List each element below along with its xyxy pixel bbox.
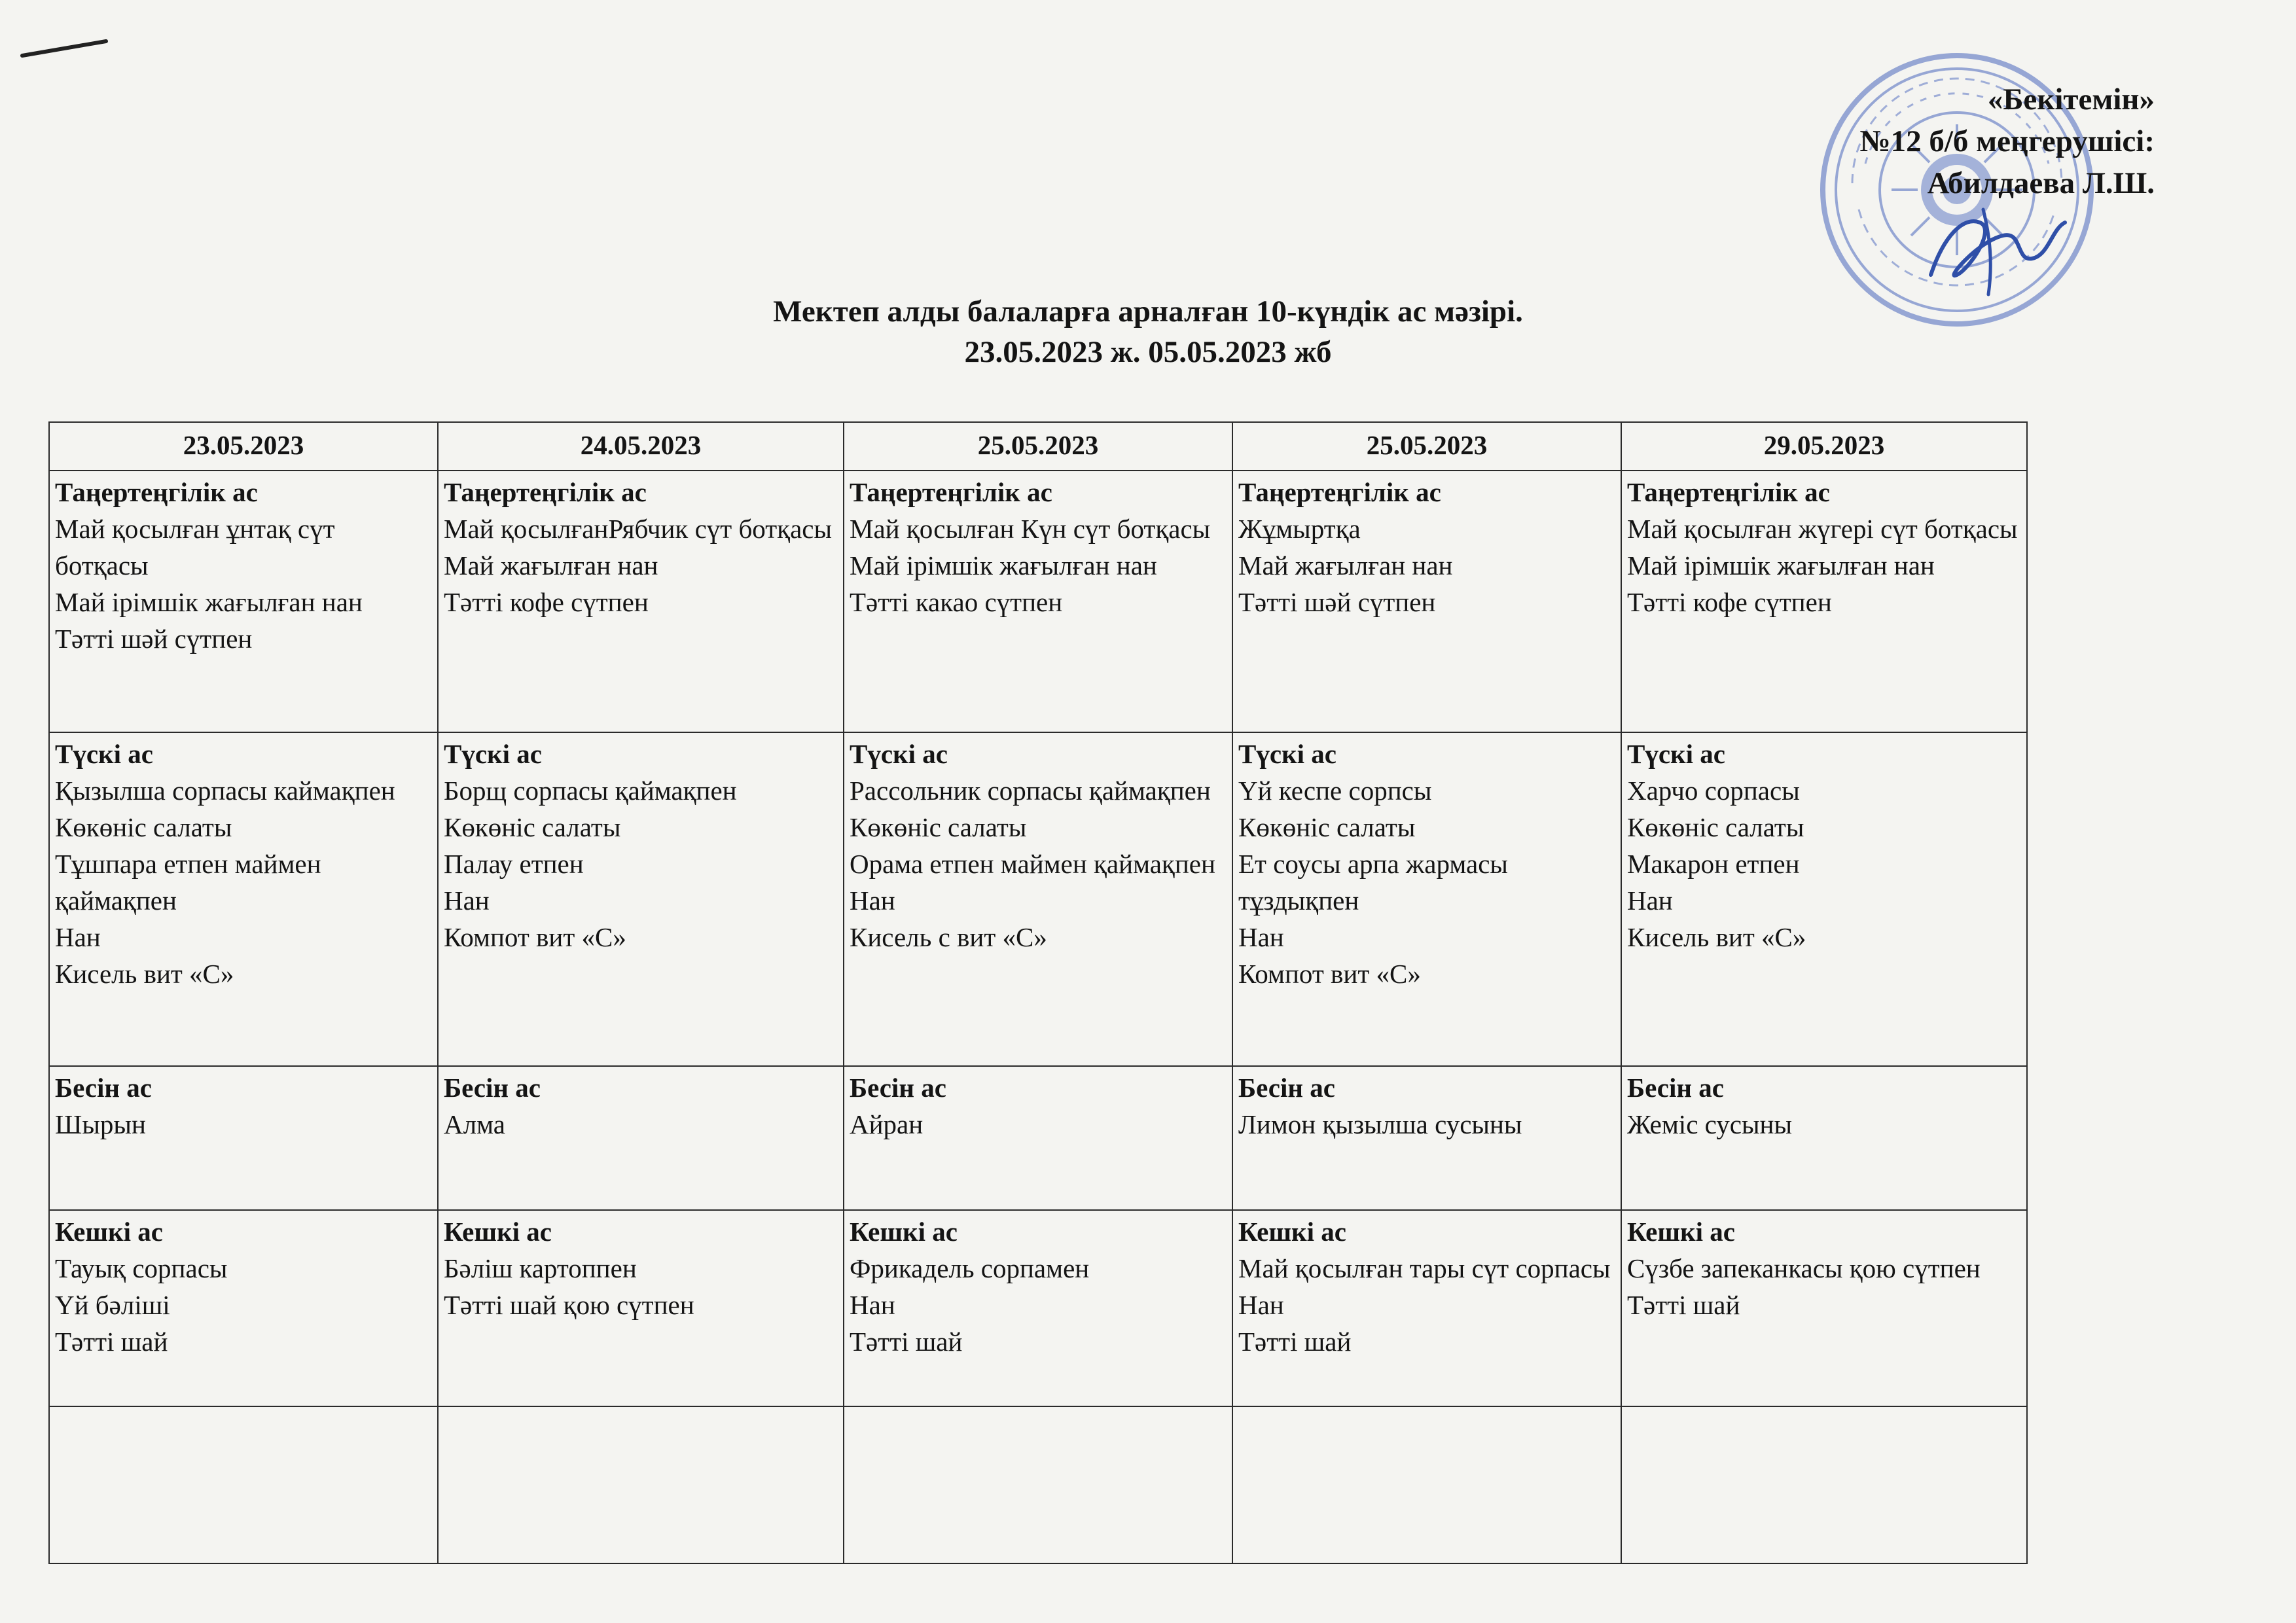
meal-label: Бесін ас: [55, 1073, 152, 1103]
menu-item: Май ірімшік жағылған нан: [1627, 550, 1935, 580]
menu-item: Макарон етпен: [1627, 849, 1800, 879]
menu-item: Кисель вит «С»: [1627, 922, 1806, 952]
menu-item: Май жағылған нан: [444, 550, 658, 580]
menu-item: Тәтті шәй сүтпен: [55, 624, 253, 654]
menu-item: Тәтті шай: [850, 1327, 963, 1357]
menu-item: Көкөніс салаты: [1627, 812, 1804, 842]
empty-cell: [1232, 1406, 1621, 1563]
meal-label: Таңертеңгілік ас: [444, 477, 647, 507]
menu-item: Ет соусы арпа жармасы тұздықпен: [1238, 849, 1508, 916]
lunch-cell: [49, 732, 438, 1066]
menu-item: Қызылша сорпасы каймақпен: [55, 776, 395, 806]
lunch-cell: [1621, 732, 2027, 1066]
meal-label: Бесін ас: [1627, 1073, 1724, 1103]
meal-label: Түскі ас: [1238, 739, 1337, 769]
lunch-cell: [844, 732, 1232, 1066]
meal-label: Кешкі ас: [850, 1217, 958, 1247]
menu-item: Тәтті шай: [1238, 1327, 1352, 1357]
meal-label: Бесін ас: [1238, 1073, 1335, 1103]
menu-item: Жұмыртқа: [1238, 514, 1361, 544]
menu-item: Тәтті шай: [1627, 1290, 1740, 1320]
menu-item: Май қосылған тары сүт сорпасы: [1238, 1253, 1611, 1283]
pen-mark: [20, 36, 111, 62]
menu-item: Шырын: [55, 1109, 146, 1139]
menu-item: Фрикадель сорпамен: [850, 1253, 1090, 1283]
menu-item: Жеміс сусыны: [1627, 1109, 1793, 1139]
meal-label: Кешкі ас: [444, 1217, 552, 1247]
dinner-cell: [844, 1210, 1232, 1406]
snack-cell: [844, 1066, 1232, 1210]
menu-item: Харчо сорпасы: [1627, 776, 1800, 806]
dinner-row: [49, 1210, 2027, 1406]
menu-item: Май қосылған Күн сүт ботқасы: [850, 514, 1211, 544]
breakfast-cell: [1232, 471, 1621, 732]
meal-label: Таңертеңгілік ас: [55, 477, 258, 507]
menu-item: Компот вит «С»: [1238, 959, 1421, 989]
menu-item: Сүзбе запеканкасы қою сүтпен: [1627, 1253, 1981, 1283]
title-line: Мектеп алды балаларға арналған 10-күндік ас мәзірі.: [773, 294, 1523, 329]
meal-label: Түскі ас: [55, 739, 154, 769]
menu-item: Нан: [1238, 922, 1284, 952]
approval-name: Абилдаева Л.Ш.: [1927, 166, 2155, 200]
menu-item: Айран: [850, 1109, 924, 1139]
menu-item: Тауық сорпасы: [55, 1253, 228, 1283]
menu-item: Тәтті шәй сүтпен: [1238, 587, 1436, 617]
menu-item: Кисель с вит «С»: [850, 922, 1047, 952]
lunch-cell: [438, 732, 844, 1066]
menu-item: Палау етпен: [444, 849, 584, 879]
menu-item: Рассольник сорпасы қаймақпен: [850, 776, 1211, 806]
snack-cell: [1232, 1066, 1621, 1210]
menu-item: Тәтті какао сүтпен: [850, 587, 1063, 617]
snack-cell: [1621, 1066, 2027, 1210]
empty-cell: [49, 1406, 438, 1563]
dinner-cell: [1621, 1210, 2027, 1406]
approval-block: [1696, 79, 2155, 204]
meal-label: Түскі ас: [444, 739, 543, 769]
menu-item: Май ірімшік жағылған нан: [55, 587, 363, 617]
empty-cell: [1621, 1406, 2027, 1563]
meal-label: Бесін ас: [850, 1073, 946, 1103]
menu-item: Нан: [850, 885, 895, 916]
approval-heading: «Бекітемін»: [1987, 82, 2155, 116]
menu-item: Май жағылған нан: [1238, 550, 1453, 580]
breakfast-row: [49, 471, 2027, 732]
meal-label: Кешкі ас: [55, 1217, 163, 1247]
menu-item: Май ірімшік жағылған нан: [850, 550, 1157, 580]
empty-row: [49, 1406, 2027, 1563]
snack-row: [49, 1066, 2027, 1210]
breakfast-cell: [49, 471, 438, 732]
breakfast-cell: [844, 471, 1232, 732]
menu-item: Көкөніс салаты: [444, 812, 621, 842]
menu-item: Май қосылған ұнтақ сүт ботқасы: [55, 514, 335, 580]
approval-position: №12 б/б меңгерушісі:: [1859, 124, 2155, 158]
menu-item: Көкөніс салаты: [850, 812, 1027, 842]
lunch-cell: [1232, 732, 1621, 1066]
menu-item: Үй кеспе сорпсы: [1238, 776, 1432, 806]
date-header-row: [49, 422, 2027, 471]
menu-item: Тұшпара етпен маймен қаймақпен: [55, 849, 321, 916]
signature: [1918, 196, 2075, 301]
breakfast-cell: [1621, 471, 2027, 732]
menu-item: Нан: [1238, 1290, 1284, 1320]
menu-item: Тәтті шай қою сүтпен: [444, 1290, 694, 1320]
menu-item: Нан: [444, 885, 490, 916]
menu-item: Май қосылған жүгері сүт ботқасы: [1627, 514, 2018, 544]
menu-item: Көкөніс салаты: [1238, 812, 1416, 842]
meal-label: Кешкі ас: [1238, 1217, 1346, 1247]
dinner-cell: [438, 1210, 844, 1406]
menu-item: Нан: [850, 1290, 895, 1320]
date-header: 29.05.2023: [1621, 422, 2027, 471]
date-header: 23.05.2023: [49, 422, 438, 471]
snack-cell: [49, 1066, 438, 1210]
meal-label: Кешкі ас: [1627, 1217, 1735, 1247]
menu-item: Нан: [55, 922, 101, 952]
menu-item: Тәтті кофе сүтпен: [1627, 587, 1832, 617]
date-header: 24.05.2023: [438, 422, 844, 471]
dinner-cell: [49, 1210, 438, 1406]
menu-item: Нан: [1627, 885, 1673, 916]
meal-label: Түскі ас: [850, 739, 948, 769]
meal-label: Түскі ас: [1627, 739, 1726, 769]
date-header: 25.05.2023: [1232, 422, 1621, 471]
menu-item: Компот вит «С»: [444, 922, 626, 952]
menu-item: Лимон қызылша сусыны: [1238, 1109, 1522, 1139]
lunch-row: [49, 732, 2027, 1066]
empty-cell: [438, 1406, 844, 1563]
menu-item: Бәліш картоппен: [444, 1253, 637, 1283]
breakfast-cell: [438, 471, 844, 732]
menu-item: Борщ сорпасы қаймақпен: [444, 776, 737, 806]
menu-item: Тәтті шай: [55, 1327, 168, 1357]
menu-item: Кисель вит «С»: [55, 959, 234, 989]
menu-item: Май қосылғанРябчик сүт ботқасы: [444, 514, 833, 544]
menu-item: Үй бәліші: [55, 1290, 170, 1320]
menu-item: Көкөніс салаты: [55, 812, 232, 842]
empty-cell: [844, 1406, 1232, 1563]
title-date-range: 23.05.2023 ж. 05.05.2023 жб: [964, 335, 1332, 369]
menu-table: [48, 421, 2028, 1564]
meal-label: Бесін ас: [444, 1073, 541, 1103]
dinner-cell: [1232, 1210, 1621, 1406]
date-header: 25.05.2023: [844, 422, 1232, 471]
meal-label: Таңертеңгілік ас: [1627, 477, 1830, 507]
meal-label: Таңертеңгілік ас: [1238, 477, 1441, 507]
meal-label: Таңертеңгілік ас: [850, 477, 1052, 507]
menu-item: Тәтті кофе сүтпен: [444, 587, 649, 617]
menu-item: Орама етпен маймен қаймақпен: [850, 849, 1215, 879]
snack-cell: [438, 1066, 844, 1210]
menu-item: Алма: [444, 1109, 505, 1139]
